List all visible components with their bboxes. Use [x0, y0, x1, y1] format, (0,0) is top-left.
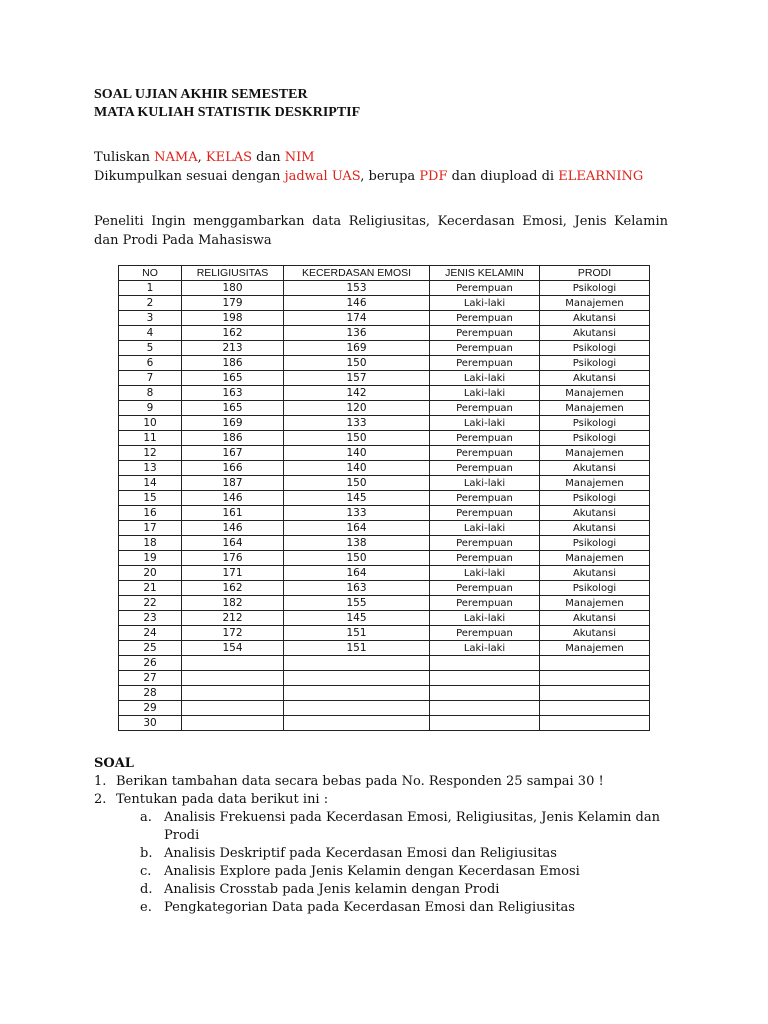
- cell-jenis-kelamin: [430, 701, 540, 716]
- cell-prodi: Manajemen: [540, 386, 650, 401]
- cell-jenis-kelamin: Perempuan: [430, 326, 540, 341]
- sub-question-item: [140, 809, 664, 845]
- cell-no: 22: [119, 596, 182, 611]
- cell-religiusitas: 162: [182, 326, 284, 341]
- sub-question-letter: a.: [140, 810, 152, 825]
- cell-prodi: [540, 656, 650, 671]
- question-item: [94, 773, 664, 791]
- cell-religiusitas: 172: [182, 626, 284, 641]
- cell-prodi: [540, 686, 650, 701]
- cell-jenis-kelamin: [430, 716, 540, 731]
- cell-kecerdasan-emosi: 151: [284, 626, 430, 641]
- table-row: [119, 371, 650, 386]
- cell-no: 21: [119, 581, 182, 596]
- cell-prodi: Psikologi: [540, 356, 650, 371]
- cell-religiusitas: 161: [182, 506, 284, 521]
- cell-no: 4: [119, 326, 182, 341]
- table-row: [119, 281, 650, 296]
- cell-kecerdasan-emosi: [284, 701, 430, 716]
- table-row: [119, 581, 650, 596]
- cell-kecerdasan-emosi: 150: [284, 476, 430, 491]
- table-row: [119, 536, 650, 551]
- document-header: [94, 86, 360, 122]
- cell-kecerdasan-emosi: 150: [284, 551, 430, 566]
- sub-question-item: [140, 899, 664, 917]
- table-row: [119, 626, 650, 641]
- cell-jenis-kelamin: Laki-laki: [430, 641, 540, 656]
- cell-kecerdasan-emosi: 138: [284, 536, 430, 551]
- question-text: Tentukan pada data berikut ini :: [116, 792, 329, 807]
- cell-kecerdasan-emosi: 163: [284, 581, 430, 596]
- table-row: [119, 686, 650, 701]
- cell-prodi: Manajemen: [540, 296, 650, 311]
- cell-no: 2: [119, 296, 182, 311]
- cell-kecerdasan-emosi: 140: [284, 446, 430, 461]
- cell-no: 29: [119, 701, 182, 716]
- instr-text: dan: [252, 150, 285, 165]
- cell-no: 1: [119, 281, 182, 296]
- cell-religiusitas: 176: [182, 551, 284, 566]
- sub-question-item: [140, 845, 664, 863]
- table-row: [119, 311, 650, 326]
- cell-prodi: Akutansi: [540, 626, 650, 641]
- cell-prodi: Akutansi: [540, 461, 650, 476]
- col-header-kecerdasan-emosi: KECERDASAN EMOSI: [284, 266, 430, 281]
- cell-religiusitas: 182: [182, 596, 284, 611]
- table-row: [119, 446, 650, 461]
- cell-religiusitas: 146: [182, 491, 284, 506]
- cell-religiusitas: 198: [182, 311, 284, 326]
- highlight-nim: NIM: [284, 150, 315, 165]
- cell-no: 20: [119, 566, 182, 581]
- cell-no: 8: [119, 386, 182, 401]
- cell-prodi: Akutansi: [540, 521, 650, 536]
- table-body: [119, 281, 650, 731]
- cell-kecerdasan-emosi: 164: [284, 521, 430, 536]
- cell-prodi: Psikologi: [540, 341, 650, 356]
- table-row: [119, 656, 650, 671]
- cell-religiusitas: 165: [182, 401, 284, 416]
- table-row: [119, 326, 650, 341]
- cell-religiusitas: 169: [182, 416, 284, 431]
- cell-jenis-kelamin: Perempuan: [430, 536, 540, 551]
- cell-jenis-kelamin: Perempuan: [430, 461, 540, 476]
- cell-prodi: Manajemen: [540, 446, 650, 461]
- table-row: [119, 596, 650, 611]
- cell-jenis-kelamin: Laki-laki: [430, 521, 540, 536]
- cell-prodi: [540, 671, 650, 686]
- cell-kecerdasan-emosi: 164: [284, 566, 430, 581]
- cell-jenis-kelamin: Perempuan: [430, 356, 540, 371]
- sub-question-item: [140, 863, 664, 881]
- cell-prodi: Akutansi: [540, 326, 650, 341]
- cell-prodi: Akutansi: [540, 371, 650, 386]
- cell-jenis-kelamin: Laki-laki: [430, 296, 540, 311]
- table-row: [119, 671, 650, 686]
- cell-jenis-kelamin: Perempuan: [430, 311, 540, 326]
- table-row: [119, 431, 650, 446]
- cell-no: 11: [119, 431, 182, 446]
- table-row: [119, 566, 650, 581]
- question-text: Berikan tambahan data secara bebas pada No. Responden 25 sampai 30 !: [116, 774, 604, 789]
- table-row: [119, 506, 650, 521]
- highlight-nama: NAMA: [154, 150, 198, 165]
- cell-no: 15: [119, 491, 182, 506]
- cell-no: 24: [119, 626, 182, 641]
- sub-question-letter: b.: [140, 846, 153, 861]
- cell-religiusitas: 180: [182, 281, 284, 296]
- cell-religiusitas: 166: [182, 461, 284, 476]
- sub-question-text: Pengkategorian Data pada Kecerdasan Emosi dan Religiusitas: [164, 900, 575, 915]
- cell-no: 17: [119, 521, 182, 536]
- cell-religiusitas: 186: [182, 431, 284, 446]
- cell-no: 14: [119, 476, 182, 491]
- cell-jenis-kelamin: Perempuan: [430, 596, 540, 611]
- cell-jenis-kelamin: Laki-laki: [430, 416, 540, 431]
- cell-jenis-kelamin: [430, 671, 540, 686]
- table-row: [119, 611, 650, 626]
- table-row: [119, 461, 650, 476]
- table-header-row: [119, 266, 650, 281]
- instruction-line-1: [94, 148, 643, 167]
- cell-kecerdasan-emosi: 150: [284, 431, 430, 446]
- cell-kecerdasan-emosi: 146: [284, 296, 430, 311]
- cell-prodi: Psikologi: [540, 536, 650, 551]
- cell-religiusitas: 212: [182, 611, 284, 626]
- cell-prodi: Psikologi: [540, 431, 650, 446]
- question-number: 2.: [94, 792, 107, 807]
- cell-religiusitas: 171: [182, 566, 284, 581]
- sub-question-text: Analisis Crosstab pada Jenis kelamin dengan Prodi: [164, 882, 500, 897]
- cell-religiusitas: 187: [182, 476, 284, 491]
- cell-kecerdasan-emosi: 153: [284, 281, 430, 296]
- cell-jenis-kelamin: Laki-laki: [430, 611, 540, 626]
- cell-kecerdasan-emosi: 133: [284, 506, 430, 521]
- cell-kecerdasan-emosi: 151: [284, 641, 430, 656]
- cell-jenis-kelamin: [430, 686, 540, 701]
- table-row: [119, 386, 650, 401]
- cell-religiusitas: [182, 686, 284, 701]
- cell-jenis-kelamin: Perempuan: [430, 446, 540, 461]
- cell-religiusitas: 163: [182, 386, 284, 401]
- table-row: [119, 716, 650, 731]
- cell-prodi: [540, 701, 650, 716]
- cell-no: 18: [119, 536, 182, 551]
- cell-jenis-kelamin: Perempuan: [430, 431, 540, 446]
- table-row: [119, 641, 650, 656]
- cell-no: 10: [119, 416, 182, 431]
- table-row: [119, 356, 650, 371]
- cell-jenis-kelamin: [430, 656, 540, 671]
- cell-prodi: Manajemen: [540, 476, 650, 491]
- data-table: [118, 265, 650, 731]
- cell-jenis-kelamin: Laki-laki: [430, 476, 540, 491]
- instr-text: ,: [197, 150, 206, 165]
- cell-kecerdasan-emosi: 142: [284, 386, 430, 401]
- cell-prodi: Akutansi: [540, 611, 650, 626]
- cell-kecerdasan-emosi: 120: [284, 401, 430, 416]
- cell-religiusitas: 154: [182, 641, 284, 656]
- cell-no: 27: [119, 671, 182, 686]
- cell-jenis-kelamin: Perempuan: [430, 341, 540, 356]
- table-row: [119, 401, 650, 416]
- cell-kecerdasan-emosi: 145: [284, 611, 430, 626]
- table-row: [119, 341, 650, 356]
- sub-question-item: [140, 881, 664, 899]
- cell-no: 3: [119, 311, 182, 326]
- cell-no: 16: [119, 506, 182, 521]
- cell-kecerdasan-emosi: [284, 686, 430, 701]
- cell-no: 9: [119, 401, 182, 416]
- cell-religiusitas: 165: [182, 371, 284, 386]
- cell-no: 26: [119, 656, 182, 671]
- cell-kecerdasan-emosi: 133: [284, 416, 430, 431]
- cell-jenis-kelamin: Laki-laki: [430, 386, 540, 401]
- header-line-2: MATA KULIAH STATISTIK DESKRIPTIF: [94, 105, 361, 120]
- cell-prodi: Manajemen: [540, 596, 650, 611]
- cell-religiusitas: 167: [182, 446, 284, 461]
- table-row: [119, 296, 650, 311]
- cell-religiusitas: 162: [182, 581, 284, 596]
- table-row: [119, 476, 650, 491]
- cell-kecerdasan-emosi: [284, 716, 430, 731]
- sub-question-text: Analisis Deskriptif pada Kecerdasan Emosi dan Religiusitas: [164, 846, 557, 861]
- sub-question-letter: e.: [140, 900, 152, 915]
- cell-prodi: Psikologi: [540, 491, 650, 506]
- intro-paragraph: Peneliti Ingin menggambarkan data Religiusitas, Kecerdasan Emosi, Jenis Kelamin dan Prodi Pada Mahasiswa: [94, 214, 668, 248]
- highlight-jadwal: jadwal UAS: [284, 169, 361, 184]
- cell-jenis-kelamin: Perempuan: [430, 401, 540, 416]
- cell-kecerdasan-emosi: 136: [284, 326, 430, 341]
- cell-jenis-kelamin: Perempuan: [430, 551, 540, 566]
- cell-no: 30: [119, 716, 182, 731]
- cell-no: 19: [119, 551, 182, 566]
- cell-kecerdasan-emosi: 174: [284, 311, 430, 326]
- col-header-religiusitas: RELIGIUSITAS: [182, 266, 284, 281]
- cell-no: 12: [119, 446, 182, 461]
- cell-jenis-kelamin: Perempuan: [430, 506, 540, 521]
- cell-jenis-kelamin: Laki-laki: [430, 566, 540, 581]
- table-row: [119, 701, 650, 716]
- sub-question-letter: c.: [140, 864, 152, 879]
- cell-no: 28: [119, 686, 182, 701]
- cell-religiusitas: [182, 716, 284, 731]
- instr-text: Tuliskan: [94, 150, 155, 165]
- questions-section: [94, 755, 664, 917]
- cell-religiusitas: 186: [182, 356, 284, 371]
- cell-prodi: Psikologi: [540, 581, 650, 596]
- cell-kecerdasan-emosi: 140: [284, 461, 430, 476]
- cell-jenis-kelamin: Perempuan: [430, 626, 540, 641]
- instr-text: Dikumpulkan sesuai dengan: [94, 169, 285, 184]
- header-line-1: SOAL UJIAN AKHIR SEMESTER: [94, 87, 308, 102]
- cell-jenis-kelamin: Perempuan: [430, 491, 540, 506]
- cell-kecerdasan-emosi: [284, 671, 430, 686]
- table-row: [119, 491, 650, 506]
- col-header-prodi: PRODI: [540, 266, 650, 281]
- instructions: [94, 148, 643, 186]
- highlight-pdf: PDF: [419, 169, 448, 184]
- cell-religiusitas: 179: [182, 296, 284, 311]
- sub-question-text: Analisis Explore pada Jenis Kelamin dengan Kecerdasan Emosi: [164, 864, 580, 879]
- cell-kecerdasan-emosi: [284, 656, 430, 671]
- cell-kecerdasan-emosi: 157: [284, 371, 430, 386]
- question-item: [94, 791, 664, 809]
- instr-text: dan diupload di: [447, 169, 559, 184]
- cell-kecerdasan-emosi: 150: [284, 356, 430, 371]
- sub-question-text: Analisis Frekuensi pada Kecerdasan Emosi, Religiusitas, Jenis Kelamin dan Prodi: [164, 810, 660, 843]
- cell-jenis-kelamin: Perempuan: [430, 581, 540, 596]
- cell-prodi: Psikologi: [540, 416, 650, 431]
- cell-kecerdasan-emosi: 155: [284, 596, 430, 611]
- cell-no: 6: [119, 356, 182, 371]
- table-row: [119, 551, 650, 566]
- cell-no: 23: [119, 611, 182, 626]
- cell-no: 7: [119, 371, 182, 386]
- cell-kecerdasan-emosi: 169: [284, 341, 430, 356]
- highlight-kelas: KELAS: [205, 150, 253, 165]
- cell-prodi: [540, 716, 650, 731]
- cell-prodi: Manajemen: [540, 641, 650, 656]
- cell-religiusitas: 213: [182, 341, 284, 356]
- table-row: [119, 416, 650, 431]
- highlight-elearning: ELEARNING: [558, 169, 644, 184]
- cell-prodi: Akutansi: [540, 311, 650, 326]
- cell-religiusitas: 146: [182, 521, 284, 536]
- cell-no: 5: [119, 341, 182, 356]
- cell-religiusitas: [182, 671, 284, 686]
- cell-jenis-kelamin: Laki-laki: [430, 371, 540, 386]
- instruction-line-2: [94, 167, 643, 186]
- sub-question-letter: d.: [140, 882, 153, 897]
- cell-religiusitas: [182, 701, 284, 716]
- cell-no: 25: [119, 641, 182, 656]
- question-number: 1.: [94, 774, 107, 789]
- soal-title: SOAL: [94, 756, 134, 771]
- cell-prodi: Akutansi: [540, 506, 650, 521]
- cell-prodi: Manajemen: [540, 401, 650, 416]
- cell-jenis-kelamin: Perempuan: [430, 281, 540, 296]
- table-row: [119, 521, 650, 536]
- cell-prodi: Akutansi: [540, 566, 650, 581]
- cell-prodi: Manajemen: [540, 551, 650, 566]
- col-header-jenis-kelamin: JENIS KELAMIN: [430, 266, 540, 281]
- cell-kecerdasan-emosi: 145: [284, 491, 430, 506]
- cell-prodi: Psikologi: [540, 281, 650, 296]
- col-header-no: NO: [119, 266, 182, 281]
- cell-no: 13: [119, 461, 182, 476]
- instr-text: , berupa: [360, 169, 420, 184]
- cell-religiusitas: [182, 656, 284, 671]
- cell-religiusitas: 164: [182, 536, 284, 551]
